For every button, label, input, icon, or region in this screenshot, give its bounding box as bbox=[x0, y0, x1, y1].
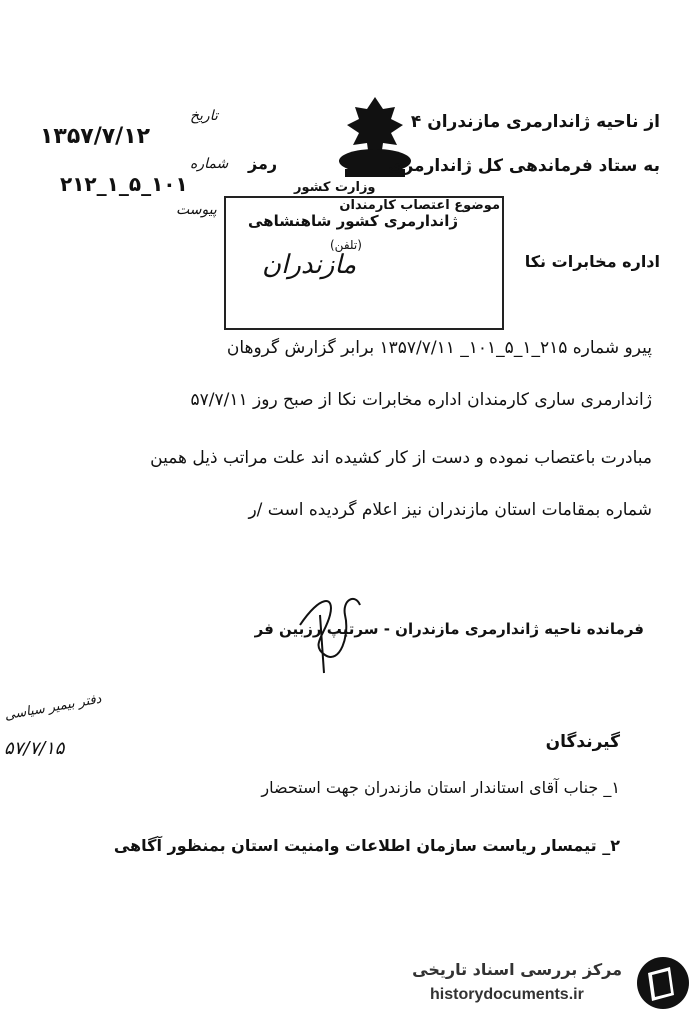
body-line-4: شماره بمقامات استان مازندران نیز اعلام گردیده است /ر bbox=[248, 500, 652, 520]
recipients-heading: گیرندگان bbox=[545, 732, 620, 752]
recipient-item-1: ۱_ جناب آقای استاندار استان مازندران جهت استحضار bbox=[261, 778, 620, 797]
signature-text: فرمانده ناحیه ژاندارمری مازندران - سرتیپ رزبین فر bbox=[254, 620, 644, 638]
archive-logo-icon bbox=[634, 955, 692, 1011]
margin-note-line: دفتر بیمیر سیاسی bbox=[3, 691, 103, 724]
from-line: از ناحیه ژاندارمری مازندران ۴ bbox=[410, 112, 660, 132]
footer-org-name: مرکز بررسی اسناد تاریخی bbox=[412, 960, 622, 979]
number-value: ۱۰۱_۵_۱_۲۱۲ bbox=[60, 172, 188, 196]
stamp-handwritten: مازندران bbox=[262, 250, 357, 280]
date-value: ۱۳۵۷/۷/۱۲ bbox=[40, 124, 151, 149]
ministry-name: وزارت کشور bbox=[294, 180, 376, 195]
date-label: تاریخ bbox=[190, 108, 218, 124]
stamp-top-text: ژاندارمری کشور شاهنشاهی bbox=[248, 212, 459, 230]
stamp-middle-text: (تلفن) bbox=[330, 238, 362, 252]
recipient-item-2: ۲_ تیمسار ریاست سازمان اطلاعات وامنیت استان بمنظور آگاهی bbox=[113, 836, 620, 855]
office-line: اداره مخابرات نکا bbox=[524, 252, 660, 271]
number-label: شماره bbox=[190, 156, 229, 172]
footer-url: historydocuments.ir bbox=[430, 986, 584, 1003]
classification-mark: رمز bbox=[248, 154, 278, 173]
margin-note-date: ۵۷/۷/۱۵ bbox=[4, 738, 65, 759]
attachment-label: پیوست bbox=[176, 202, 217, 218]
body-line-1: پیرو شماره ۲۱۵_۱_۵_۱۰۱_ ۱۳۵۷/۷/۱۱ برابر گزارش گروهان bbox=[226, 338, 652, 358]
subject-line: موضوع اعتصاب کارمندان bbox=[339, 198, 500, 213]
to-line: به ستاد فرماندهی کل ژاندارمری bbox=[387, 156, 660, 176]
signature-scribble-icon bbox=[290, 585, 370, 675]
body-line-2: ژاندارمری ساری کارمندان اداره مخابرات نکا از صبح روز ۵۷/۷/۱۱ bbox=[190, 390, 652, 410]
body-line-3: مبادرت باعتصاب نموده و دست از کار کشیده اند علت مراتب ذیل همین bbox=[150, 448, 652, 468]
